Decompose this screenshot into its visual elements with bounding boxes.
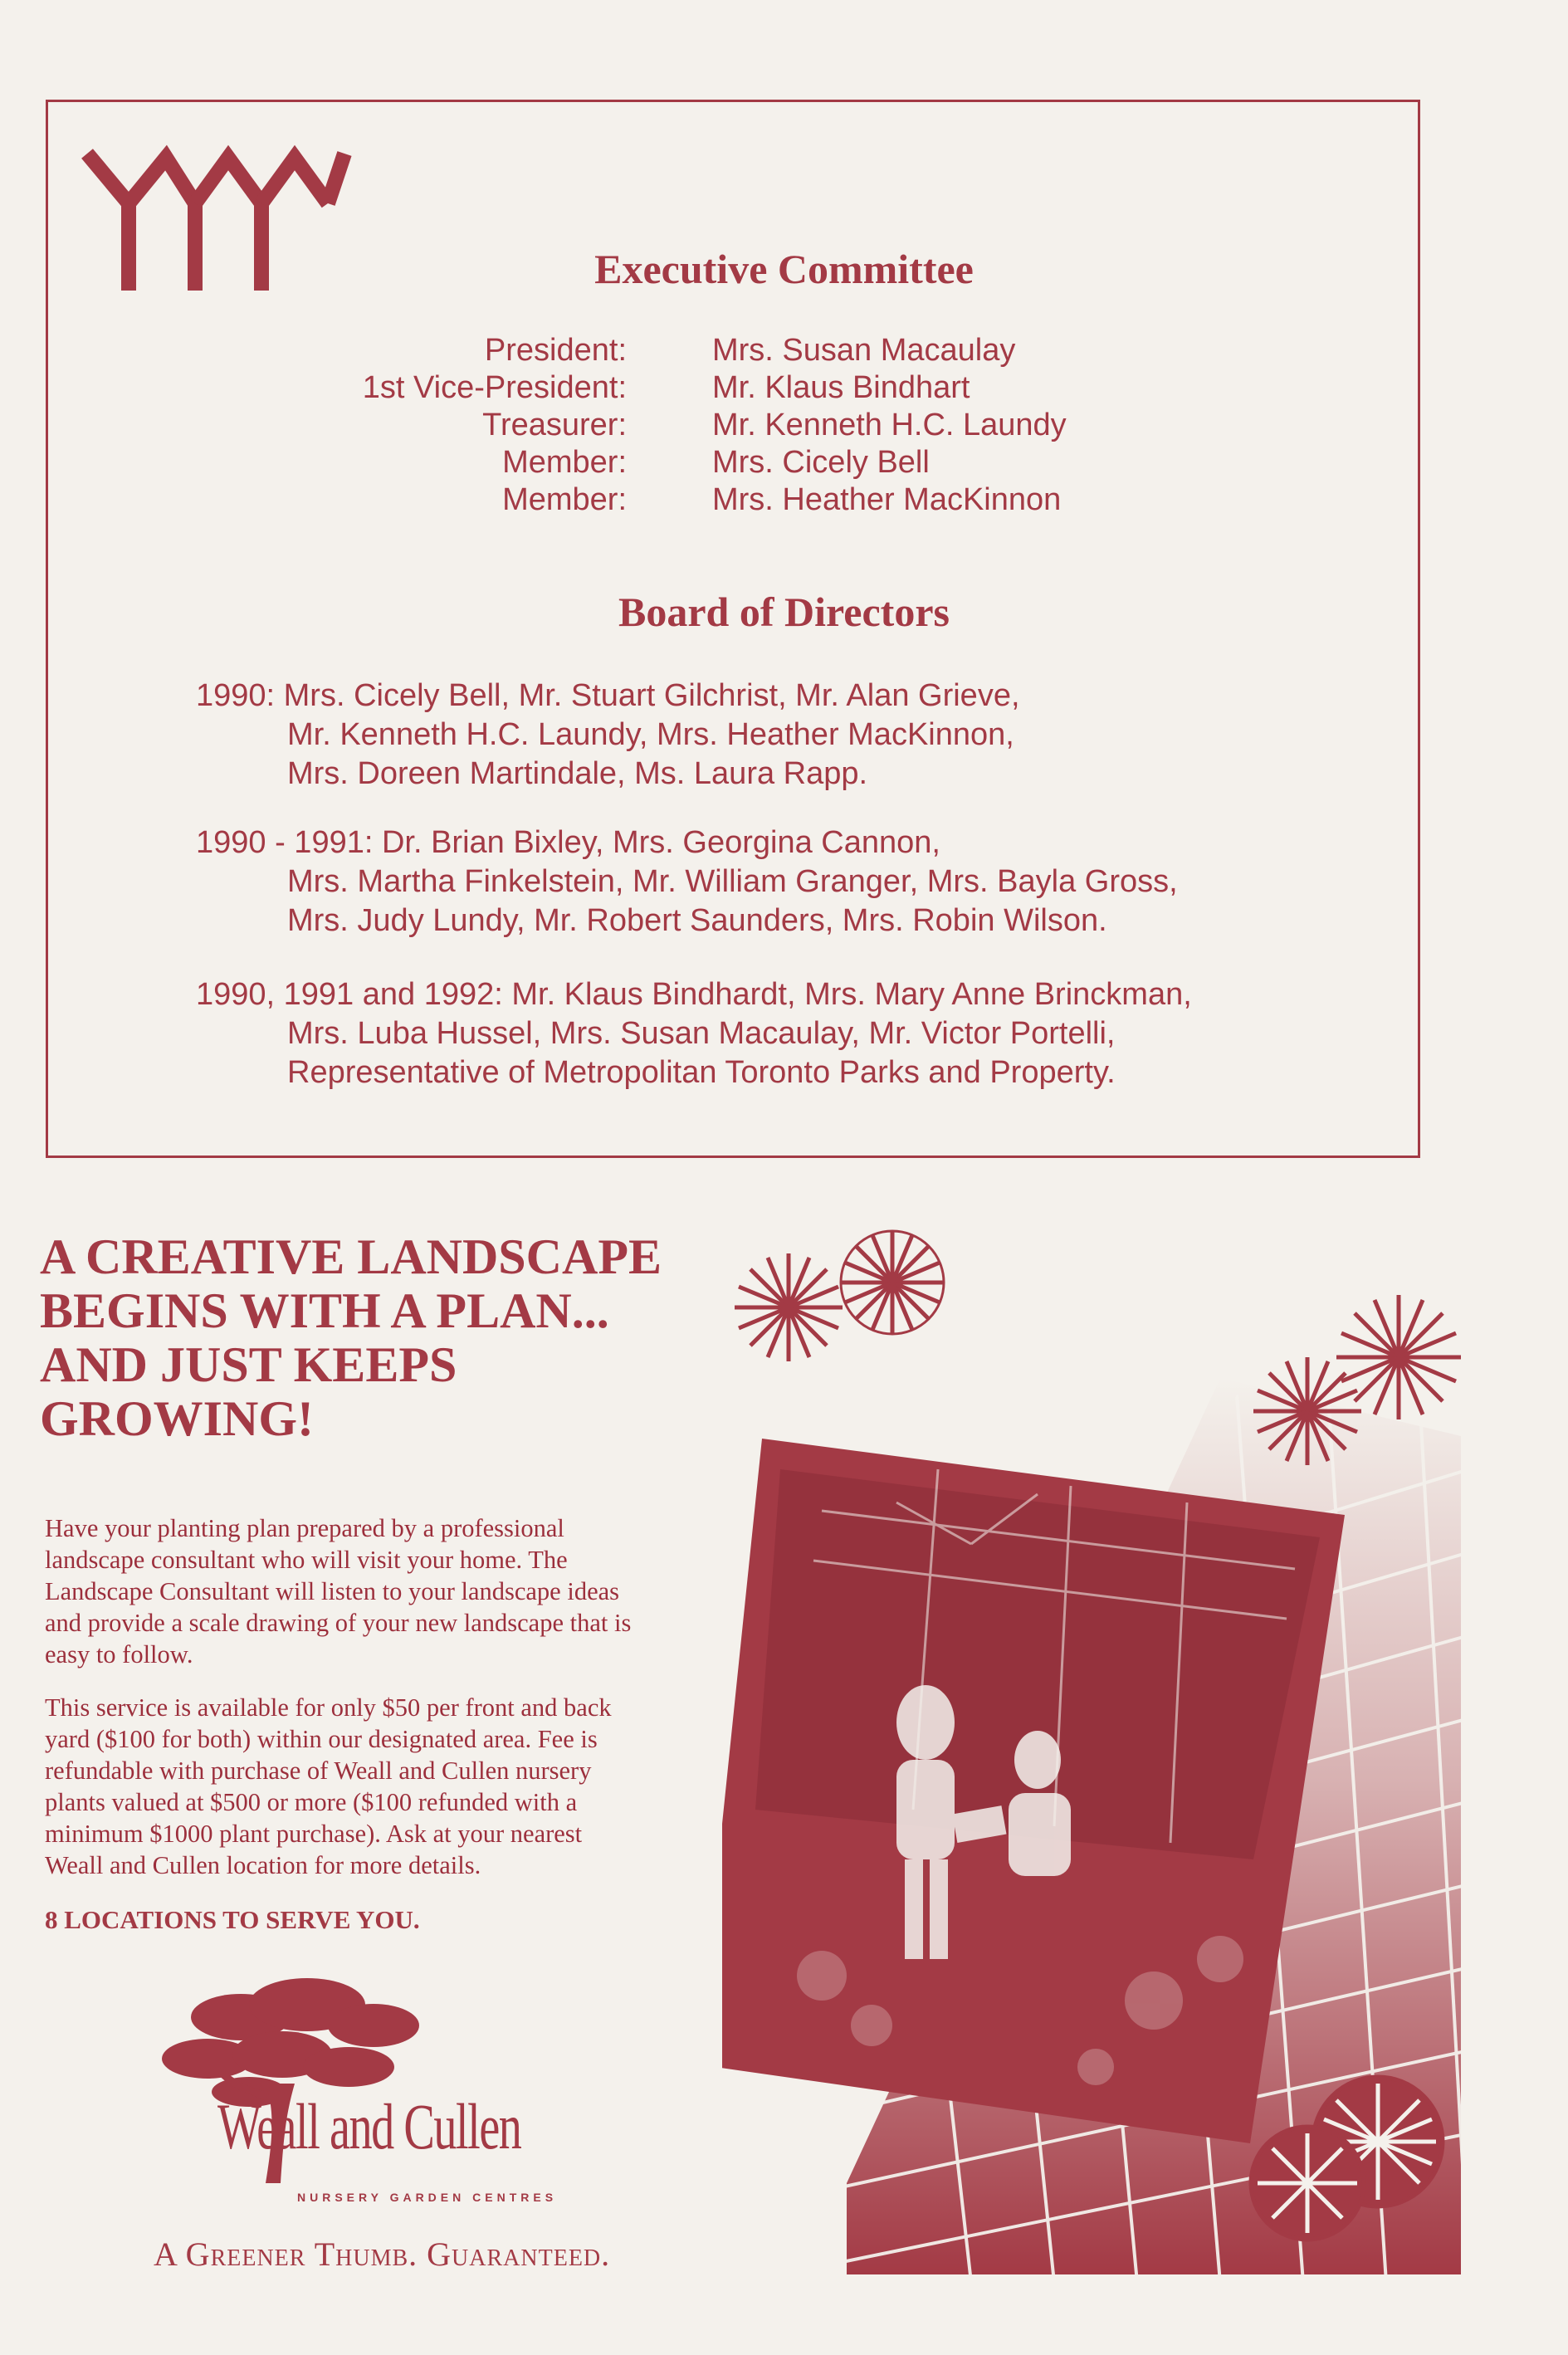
para-line: This service is available for only $50 per front and back [45, 1693, 612, 1722]
para-line: and provide a scale drawing of your new landscape that is [45, 1609, 632, 1637]
headline-line: GROWING! [40, 1391, 314, 1446]
para-line: landscape consultant who will visit your home. The [45, 1546, 568, 1574]
board-heading: Board of Directors [618, 589, 950, 635]
board-group-1990-1992 [196, 975, 1292, 1092]
ad-paragraph-1 [45, 1512, 742, 1670]
exec-name: Mrs. Heather MacKinnon [712, 482, 1062, 517]
exec-role: President: [484, 333, 627, 368]
para-line: Landscape Consultant will listen to your landscape ideas [45, 1577, 620, 1605]
locations-callout: 8 LOCATIONS TO SERVE YOU. [45, 1905, 420, 1934]
headline-line: BEGINS WITH A PLAN... [40, 1283, 609, 1338]
para-line: Have your planting plan prepared by a professional [45, 1514, 564, 1542]
exec-name: Mr. Klaus Bindhart [712, 370, 970, 405]
exec-name: Mrs. Susan Macaulay [712, 333, 1016, 368]
brand-tagline: A Greener Thumb. Guaranteed. [154, 2235, 611, 2273]
board-line: Mrs. Judy Lundy, Mr. Robert Saunders, Mrs. Robin Wilson. [287, 903, 1107, 938]
headline-line: A CREATIVE LANDSCAPE [40, 1229, 662, 1284]
brand-subtitle: NURSERY GARDEN CENTRES [297, 2191, 558, 2204]
exec-name: Mrs. Cicely Bell [712, 445, 930, 480]
consultation-photo [722, 1439, 1345, 2143]
board-line: 1990 - 1991: Dr. Brian Bixley, Mrs. Georgina Cannon, [196, 825, 940, 860]
board-group-1990-1991 [196, 823, 1292, 941]
executive-committee-heading: Executive Committee [594, 246, 974, 292]
headline-line: AND JUST KEEPS [40, 1337, 457, 1392]
para-line: Weall and Cullen location for more details. [45, 1851, 481, 1879]
board-group-1990 [196, 677, 1292, 794]
board-line: Mrs. Martha Finkelstein, Mr. William Granger, Mrs. Bayla Gross, [287, 864, 1178, 899]
board-line: 1990: Mrs. Cicely Bell, Mr. Stuart Gilchrist, Mr. Alan Grieve, [196, 678, 1020, 713]
para-line: plants valued at $500 or more ($100 refunded with a [45, 1788, 578, 1816]
board-line: Mr. Kenneth H.C. Laundy, Mrs. Heather MacKinnon, [287, 717, 1014, 752]
board-line: 1990, 1991 and 1992: Mr. Klaus Bindhardt, Mrs. Mary Anne Brinckman, [196, 977, 1192, 1012]
ad-headline [40, 1230, 720, 1446]
exec-role: 1st Vice-President: [362, 370, 627, 405]
board-line: Mrs. Doreen Martindale, Ms. Laura Rapp. [287, 756, 868, 791]
brand-name: Weall and Cullen [217, 2090, 521, 2162]
landscape-illustration [722, 1229, 1552, 2283]
para-line: minimum $1000 plant purchase). Ask at your nearest [45, 1820, 583, 1848]
exec-name: Mr. Kenneth H.C. Laundy [712, 408, 1067, 442]
exec-role: Treasurer: [482, 408, 627, 442]
ad-paragraph-2 [45, 1692, 742, 1881]
para-line: refundable with purchase of Weall and Cullen nursery [45, 1756, 592, 1785]
board-line: Representative of Metropolitan Toronto Parks and Property. [287, 1055, 1116, 1090]
exec-role: Member: [502, 445, 627, 480]
exec-role: Member: [502, 482, 627, 517]
para-line: easy to follow. [45, 1640, 193, 1669]
para-line: yard ($100 for both) within our designated area. Fee is [45, 1725, 598, 1753]
board-line: Mrs. Luba Hussel, Mrs. Susan Macaulay, Mr. Victor Portelli, [287, 1016, 1116, 1051]
